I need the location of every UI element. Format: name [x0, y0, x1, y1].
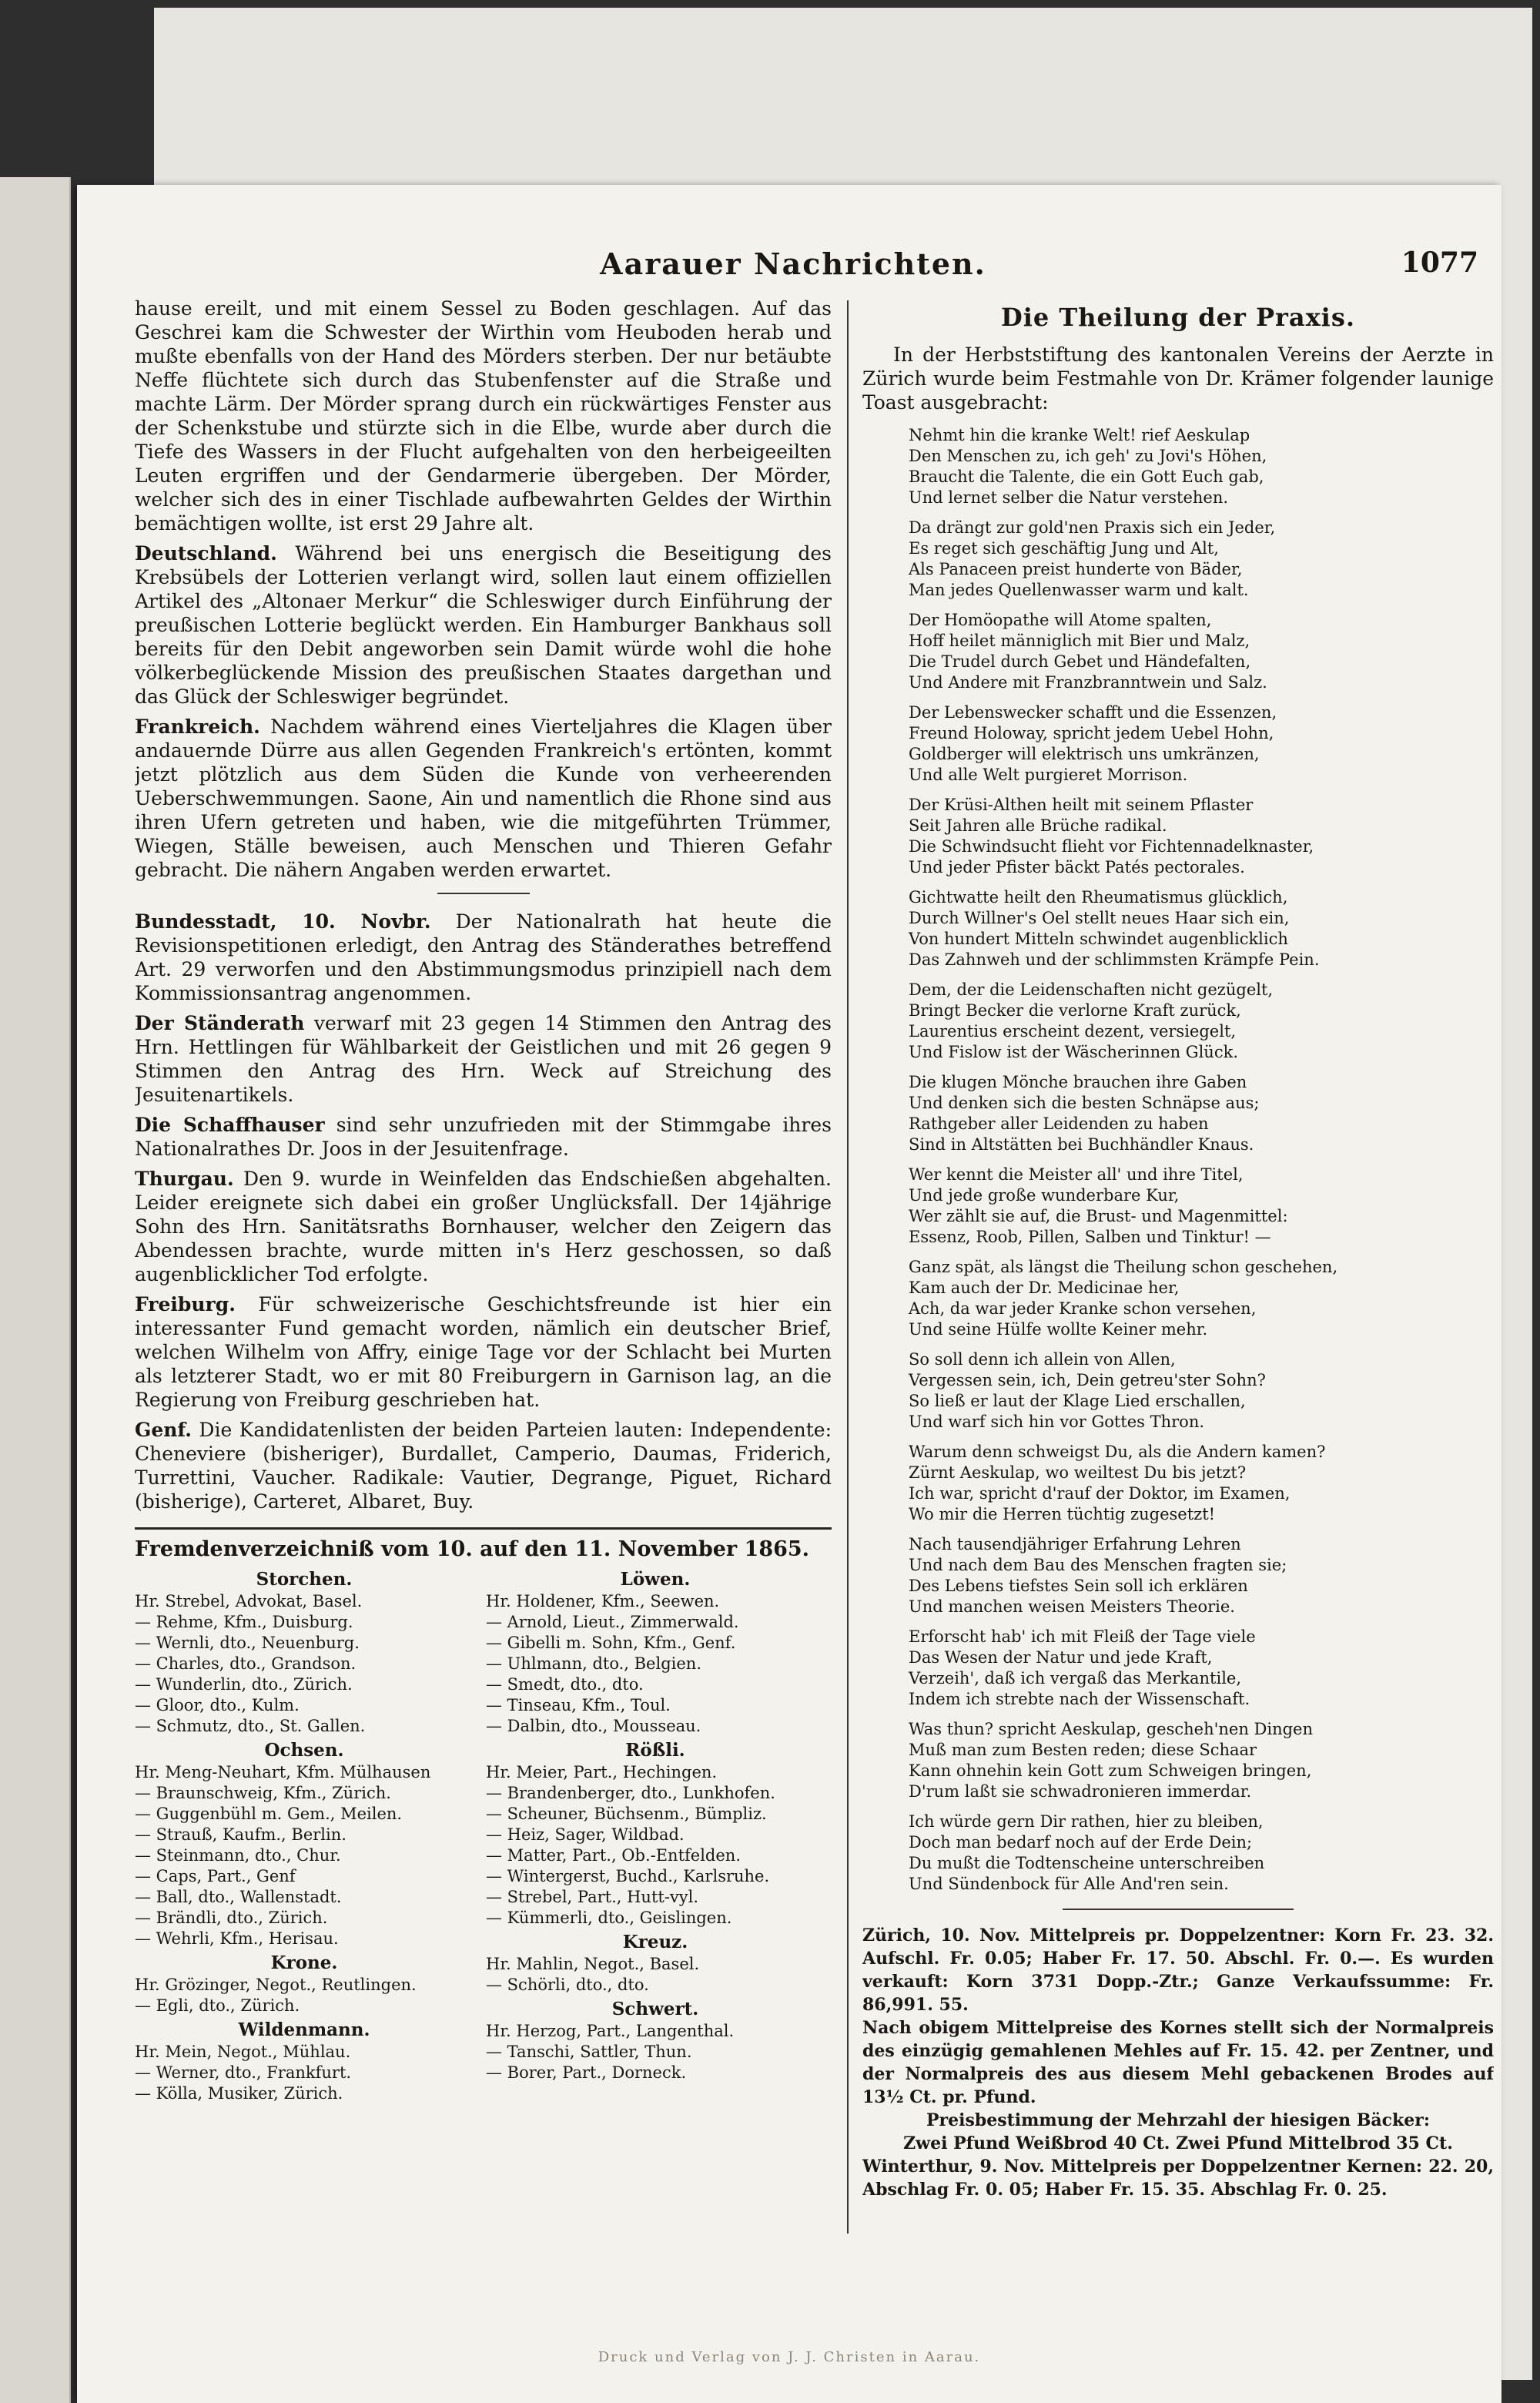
article-paragraph [135, 297, 832, 535]
section-rule [437, 893, 530, 894]
poem-line: Warum denn schweigst Du, als die Andern kamen? [909, 1443, 1326, 1461]
poem-line: Die Schwindsucht flieht vor Fichtennadelknaster, [909, 837, 1314, 856]
guest-entry: — Rehme, Kfm., Duisburg. [135, 1613, 353, 1631]
poem-line: Und lernet selber die Natur verstehen. [909, 488, 1229, 507]
baker-title: Preisbestimmung der Mehrzahl der hiesigen Bäcker: [926, 2110, 1431, 2130]
hotel-name: Rößli. [625, 1740, 685, 1761]
guest-entry: — Werner, dto., Frankfurt. [135, 2063, 352, 2082]
article-paragraph [135, 1011, 832, 1107]
imprint: Druck und Verlag von J. J. Christen in Aarau. [598, 2349, 981, 2365]
guest-entry: — Charles, dto., Grandson. [135, 1654, 357, 1673]
poem-line: Laurentius erscheint dezent, versiegelt, [909, 1022, 1237, 1041]
guest-entry: — Arnold, Lieut., Zimmerwald. [486, 1613, 739, 1631]
guest-entry: — Scheuner, Büchsenm., Bümpliz. [486, 1805, 767, 1823]
poem-line: Goldberger will elektrisch uns umkränzen, [909, 745, 1260, 763]
guest-list-column-1 [135, 1566, 474, 2104]
poem-line: Und alle Welt purgieret Morrison. [909, 766, 1188, 784]
poem-stanza [909, 887, 1494, 970]
guest-entry: — Gibelli m. Sohn, Kfm., Genf. [486, 1634, 736, 1652]
poem-line: Und jeder Pfister bäckt Patés pectorales. [909, 858, 1245, 876]
poem-line: Muß man zum Besten reden; diese Schaar [909, 1741, 1257, 1759]
poem-line: Und Fislow ist der Wäscherinnen Glück. [909, 1043, 1238, 1061]
guest-entry: — Wunderlin, dto., Zürich. [135, 1675, 353, 1694]
poem-line: Und nach dem Bau des Menschen fragten sie; [909, 1556, 1287, 1574]
news-section-1 [135, 297, 832, 882]
market-report-normalprice: Nach obigem Mittelpreise des Kornes stellt sich der Normalpreis des einzügig gemahlenen Mehles auf Fr. 15. 42. per Zentner, und der Normalpreis des aus diesem Mehl gebackenen Brodes auf 13½ Ct. pr. Pfund. [862, 2018, 1494, 2107]
guest-entry: — Wintergerst, Buchd., Karlsruhe. [486, 1867, 770, 1885]
poem-line: Da drängt zur gold'nen Praxis sich ein Jeder, [909, 518, 1276, 537]
poem-line: Und jede große wunderbare Kur, [909, 1186, 1180, 1205]
guest-entry: — Tinseau, Kfm., Toul. [486, 1696, 671, 1714]
guest-entry: Hr. Holdener, Kfm., Seewen. [486, 1592, 720, 1610]
hotel-name: Löwen. [620, 1569, 691, 1590]
poem-line: Das Zahnweh und der schlimmsten Krämpfe Pein. [909, 950, 1320, 969]
guest-entry: Hr. Meier, Part., Hechingen. [486, 1763, 718, 1781]
poem-line: Das Wesen der Natur und jede Kraft, [909, 1648, 1213, 1667]
article-paragraph [135, 1113, 832, 1161]
poem-line: Und seine Hülfe wollte Keiner mehr. [909, 1320, 1208, 1339]
poem-stanza [909, 1257, 1494, 1340]
newspaper-title: Aarauer Nachrichten. [600, 246, 986, 281]
article-paragraph [135, 715, 832, 882]
guest-entry: — Heiz, Sager, Wildbad. [486, 1825, 685, 1844]
guest-entry: — Uhlmann, dto., Belgien. [486, 1654, 701, 1673]
article-lead: Der Ständerath [135, 1012, 305, 1034]
guest-entry: — Caps, Part., Genf [135, 1867, 296, 1885]
poem [862, 425, 1494, 1895]
article-text: Während bei uns energisch die Beseitigung des Krebsübels der Lotterien verlangt wird, sollen laut einem offiziellen Artikel des „Altonaer Merkur“ die Schleswiger durch Einführung der preußischen Lotterie beglückt werden. Ein Hamburger Bankhaus soll bereits für den Debit angeworben sein Damit würde wohl die hohe völkerbeglückende Mission des preußischen Staates dargethan und das Glück der Schleswiger begründet. [135, 542, 832, 708]
column-divider [847, 300, 849, 2234]
hotel-name: Storchen. [256, 1569, 353, 1590]
guest-entry: — Smedt, dto., dto. [486, 1675, 644, 1694]
guest-entry: — Braunschweig, Kfm., Zürich. [135, 1784, 391, 1802]
poem-line: Und manchen weisen Meisters Theorie. [909, 1597, 1235, 1616]
poem-line: So soll denn ich allein von Allen, [909, 1350, 1176, 1369]
guest-entry: — Dalbin, dto., Mousseau. [486, 1717, 701, 1735]
newspaper-page [77, 185, 1502, 2403]
poem-line: Ganz spät, als längst die Theilung schon geschehen, [909, 1258, 1338, 1276]
article-paragraph [135, 1167, 832, 1286]
hotel-name: Ochsen. [264, 1740, 344, 1761]
left-page-edge [0, 177, 71, 2403]
guest-entry: Hr. Grözinger, Negot., Reutlingen. [135, 1976, 417, 1994]
poem-line: Rathgeber aller Leidenden zu haben [909, 1114, 1209, 1133]
poem-stanza [909, 1442, 1494, 1525]
poem-line: Und warf sich hin vor Gottes Thron. [909, 1413, 1205, 1431]
guest-entry: — Brändli, dto., Zürich. [135, 1909, 328, 1927]
hotel-name: Krone. [270, 1952, 338, 1973]
poem-line: Man jedes Quellenwasser warm und kalt. [909, 581, 1249, 599]
poem-stanza [909, 1165, 1494, 1248]
guest-entry: — Kümmerli, dto., Geislingen. [486, 1909, 732, 1927]
poem-stanza [909, 1072, 1494, 1155]
guest-entry: — Wernli, dto., Neuenburg. [135, 1634, 360, 1652]
poem-stanza [909, 1719, 1494, 1802]
guest-list-title: Fremdenverzeichniß vom 10. auf den 11. November 1865. [135, 1527, 832, 1561]
poem-line: Der Lebenswecker schafft und die Essenzen, [909, 703, 1277, 722]
page-header [77, 246, 1502, 293]
article-text: Den 9. wurde in Weinfelden das Endschießen abgehalten. Leider ereignete sich dabei ein großer Unglücksfall. Der 14jährige Sohn des Hrn. Sanitätsraths Bornhauser, welcher den Zeigern das Abendessen brachte, wurde mitten in's Herz geschossen, so daß augenblicklicher Tod erfolgte. [135, 1168, 832, 1285]
guest-entry: Hr. Strebel, Advokat, Basel. [135, 1592, 363, 1610]
article-text: Der Nationalrath hat heute die Revisionspetitionen erledigt, den Antrag des Ständerathes betreffend Art. 29 verworfen und den Abstimmungsmodus prinzipiell nach dem Kommissionsantrag angenommen. [135, 910, 832, 1004]
guest-entry: — Tanschi, Sattler, Thun. [486, 2043, 692, 2061]
guest-entry: — Ball, dto., Wallenstadt. [135, 1888, 342, 1906]
poem-line: Wer kennt die Meister all' und ihre Titel, [909, 1165, 1244, 1184]
poem-line: Gichtwatte heilt den Rheumatismus glücklich, [909, 888, 1288, 907]
poem-line: Hoff heilet männiglich mit Bier und Malz, [909, 632, 1250, 650]
poem-line: Den Menschen zu, ich geh' zu Jovi's Höhen, [909, 447, 1267, 465]
page-number: 1077 [1401, 246, 1478, 279]
poem-stanza [909, 610, 1494, 693]
article-lead: Die Schaffhauser [135, 1114, 325, 1136]
poem-intro: In der Herbststiftung des kantonalen Vereins der Aerzte in Zürich wurde beim Festmahle von Dr. Krämer folgender launige Toast ausgebracht: [862, 344, 1494, 414]
poem-line: Kam auch der Dr. Medicinae her, [909, 1279, 1180, 1297]
article-lead: Thurgau. [135, 1168, 234, 1190]
article-lead: Frankreich. [135, 716, 260, 738]
guest-entry: — Kölla, Musiker, Zürich. [135, 2084, 343, 2103]
article-paragraph [135, 1418, 832, 1513]
guest-entry: — Matter, Part., Ob.-Entfelden. [486, 1846, 742, 1865]
guest-entry: — Borer, Part., Dorneck. [486, 2063, 687, 2082]
article-text: sind sehr unzufrieden mit der Stimmgabe ihres Nationalrathes Dr. Joos in der Jesuitenfrage. [135, 1114, 832, 1160]
news-section-2 [135, 910, 832, 1513]
article-lead: Freiburg. [135, 1293, 236, 1315]
article-paragraph [135, 910, 832, 1005]
guest-entry: Hr. Meng-Neuhart, Kfm. Mülhausen [135, 1763, 431, 1781]
guest-list [135, 1566, 832, 2104]
guest-entry: — Guggenbühl m. Gem., Meilen. [135, 1805, 403, 1823]
poem-stanza [909, 795, 1494, 878]
poem-line: Verzeih', daß ich vergaß das Merkantile, [909, 1669, 1242, 1687]
poem-line: Kann ohnehin kein Gott zum Schweigen bringen, [909, 1761, 1312, 1780]
article-paragraph [135, 1292, 832, 1412]
poem-line: Ich war, spricht d'rauf der Doktor, im Examen, [909, 1484, 1291, 1503]
poem-stanza [909, 518, 1494, 601]
left-column [135, 297, 832, 2338]
poem-line: Und Sündenbock für Alle And'ren sein. [909, 1875, 1229, 1893]
poem-line: Nehmt hin die kranke Welt! rief Aeskulap [909, 426, 1250, 444]
guest-entry: — Brandenberger, dto., Lunkhofen. [486, 1784, 775, 1802]
poem-line: Sind in Altstätten bei Buchhändler Knaus. [909, 1135, 1254, 1154]
poem-stanza [909, 1627, 1494, 1710]
poem-line: Durch Willner's Oel stellt neues Haar sich ein, [909, 909, 1290, 927]
poem-line: Nach tausendjähriger Erfahrung Lehren [909, 1535, 1241, 1553]
guest-entry: — Schmutz, dto., St. Gallen. [135, 1717, 366, 1735]
poem-line: Ich würde gern Dir rathen, hier zu bleiben, [909, 1812, 1264, 1831]
poem-title: Die Theilung der Praxis. [1001, 303, 1355, 332]
poem-line: Es reget sich geschäftig Jung und Alt, [909, 539, 1219, 558]
article-paragraph [135, 541, 832, 709]
poem-line: Seit Jahren alle Brüche radikal. [909, 816, 1167, 835]
guest-entry: — Steinmann, dto., Chur. [135, 1846, 341, 1865]
poem-line: D'rum laßt sie schwadronieren immerdar. [909, 1782, 1252, 1801]
guest-entry: Hr. Mahlin, Negot., Basel. [486, 1955, 700, 1973]
poem-line: Wo mir die Herren tüchtig zugesetzt! [909, 1505, 1216, 1523]
article-lead: Bundesstadt, 10. Novbr. [135, 910, 431, 933]
article-text: Nachdem während eines Vierteljahres die Klagen über andauernde Dürre aus allen Gegenden Frankreich's ertönten, kommt jetzt plötzlich aus dem Süden die Kunde von verheerenden Ueberschwemmungen. Saone, Ain und namentlich die Rhone sind aus ihren Ufern getreten und haben, wie die mitgeführten Trümmer, Wiegen, Ställe beweisen, auch Menschen und Thieren Gefahr gebracht. Die nähern Angaben werden erwartet. [135, 716, 832, 881]
article-text: verwarf mit 23 gegen 14 Stimmen den Antrag des Hrn. Hettlingen für Wählbarkeit der Geistlichen und mit 26 gegen 9 Stimmen den Antrag des Hrn. Weck auf Streichung des Jesuitenartikels. [135, 1012, 832, 1106]
article-lead: Deutschland. [135, 542, 277, 565]
baker-prices: Zwei Pfund Weißbrod 40 Ct. Zwei Pfund Mittelbrod 35 Ct. [903, 2133, 1453, 2153]
poem-line: Doch man bedarf noch auf der Erde Dein; [909, 1833, 1253, 1852]
poem-line: Erforscht hab' ich mit Fleiß der Tage viele [909, 1627, 1256, 1646]
poem-line: Wer zählt sie auf, die Brust- und Magenmittel: [909, 1207, 1288, 1225]
poem-line: Der Krüsi-Althen heilt mit seinem Pflaster [909, 796, 1254, 814]
market-report-zurich: Zürich, 10. Nov. Mittelpreis pr. Doppelzentner: Korn Fr. 23. 32. Aufschl. Fr. 0.05; Haber Fr. 17. 50. Abschl. Fr. 0.—. Es wurden verkauft: Korn 3731 Dopp.-Ztr.; Ganze Verkaufssumme: Fr. 86,991. 55. [862, 1925, 1494, 2015]
poem-line: Und denken sich die besten Schnäpse aus; [909, 1094, 1260, 1112]
poem-line: So ließ er laut der Klage Lied erschallen, [909, 1392, 1246, 1410]
poem-line: Der Homöopathe will Atome spalten, [909, 611, 1212, 629]
guest-entry: — Egli, dto., Zürich. [135, 1996, 300, 2015]
poem-line: Braucht die Talente, die ein Gott Euch gab, [909, 468, 1264, 486]
poem-line: Ach, da war jeder Kranke schon versehen, [909, 1299, 1257, 1318]
poem-line: Die Trudel durch Gebet und Händefalten, [909, 652, 1251, 671]
poem-line: Zürnt Aeskulap, wo weiltest Du bis jetzt? [909, 1463, 1247, 1482]
poem-line: Von hundert Mitteln schwindet augenblicklich [909, 930, 1288, 948]
poem-stanza [909, 1349, 1494, 1433]
guest-entry: — Strebel, Part., Hutt-vyl. [486, 1888, 699, 1906]
poem-line: Essenz, Roob, Pillen, Salben und Tinktur! — [909, 1228, 1271, 1246]
poem-line: Und Andere mit Franzbranntwein und Salz. [909, 673, 1267, 692]
right-column [862, 297, 1494, 2338]
hotel-name: Schwert. [611, 1999, 699, 2019]
article-text: hause ereilt, und mit einem Sessel zu Boden geschlagen. Auf das Geschrei kam die Schwester der Wirthin vom Heuboden herab und mußte ebenfalls von der Hand des Mörders sterben. Der nur betäubte Neffe flüchtete sich durch das Stubenfenster auf die Straße und machte Lärm. Der Mörder sprang durch ein rückwärtiges Fenster aus der Schenkstube und stürzte sich in die Elbe, wurde aber durch die Tiefe des Wassers in der Flucht aufgehalten von den herbeigeeilten Leuten ergriffen und der Gendarmerie übergeben. Der Mörder, welcher sich des in einer Tischlade aufbewahrten Geldes der Wirthin bemächtigen wollte, ist erst 29 Jahre alt. [135, 297, 832, 535]
guest-entry: — Schörli, dto., dto. [486, 1976, 649, 1994]
poem-stanza [909, 702, 1494, 786]
guest-entry: — Strauß, Kaufm., Berlin. [135, 1825, 346, 1844]
poem-line: Des Lebens tiefstes Sein soll ich erklären [909, 1577, 1248, 1595]
guest-entry: Hr. Mein, Negot., Mühlau. [135, 2043, 351, 2061]
article-lead: Genf. [135, 1419, 192, 1441]
guest-entry: Hr. Herzog, Part., Langenthal. [486, 2022, 735, 2040]
poem-line: Vergessen sein, ich, Dein getreu'ster Sohn? [909, 1371, 1266, 1389]
article-text: Für schweizerische Geschichtsfreunde ist hier ein interessanter Fund gemacht worden, nämlich ein deutscher Brief, welchen Wilhelm von Affry, einige Tage vor der Schlacht bei Murten als letzterer Stadt, wo er mit 80 Freiburgern in Garnison lag, an die Regierung von Freiburg geschrieben hat. [135, 1293, 832, 1411]
poem-line: Was thun? spricht Aeskulap, gescheh'nen Dingen [909, 1720, 1313, 1738]
article-text: Die Kandidatenlisten der beiden Parteien lauten: Independente: Cheneviere (bisheriger), Burdallet, Camperio, Daumas, Friderich, Turrettini, Vaucher. Radikale: Vautier, Degrange, Piguet, Richard (bisherige), Carteret, Albaret, Buy. [135, 1419, 832, 1513]
poem-line: Dem, der die Leidenschaften nicht gezügelt, [909, 980, 1274, 999]
market-report-winterthur: Winterthur, 9. Nov. Mittelpreis per Doppelzentner Kernen: 22. 20, Abschlag Fr. 0. 05; Haber Fr. 15. 35. Abschlag Fr. 0. 25. [862, 2157, 1494, 2200]
hotel-name: Kreuz. [622, 1932, 688, 1952]
poem-line: Bringt Becker die verlorne Kraft zurück, [909, 1001, 1241, 1020]
guest-entry: — Gloor, dto., Kulm. [135, 1696, 300, 1714]
poem-stanza [909, 1534, 1494, 1617]
poem-line: Indem ich strebte nach der Wissenschaft. [909, 1690, 1250, 1708]
poem-stanza [909, 1811, 1494, 1895]
poem-stanza [909, 425, 1494, 508]
guest-list-column-2 [486, 1566, 825, 2104]
poem-line: Freund Holoway, spricht jedem Uebel Hohn, [909, 724, 1274, 742]
poem-line: Du mußt die Todtenscheine unterschreiben [909, 1854, 1265, 1872]
guest-entry: — Wehrli, Kfm., Herisau. [135, 1929, 339, 1948]
hotel-name: Wildenmann. [238, 2019, 370, 2040]
poem-line: Als Panaceen preist hunderte von Bäder, [909, 560, 1243, 578]
poem-line: Die klugen Mönche brauchen ihre Gaben [909, 1073, 1247, 1091]
section-rule [1063, 1909, 1294, 1910]
poem-stanza [909, 980, 1494, 1063]
